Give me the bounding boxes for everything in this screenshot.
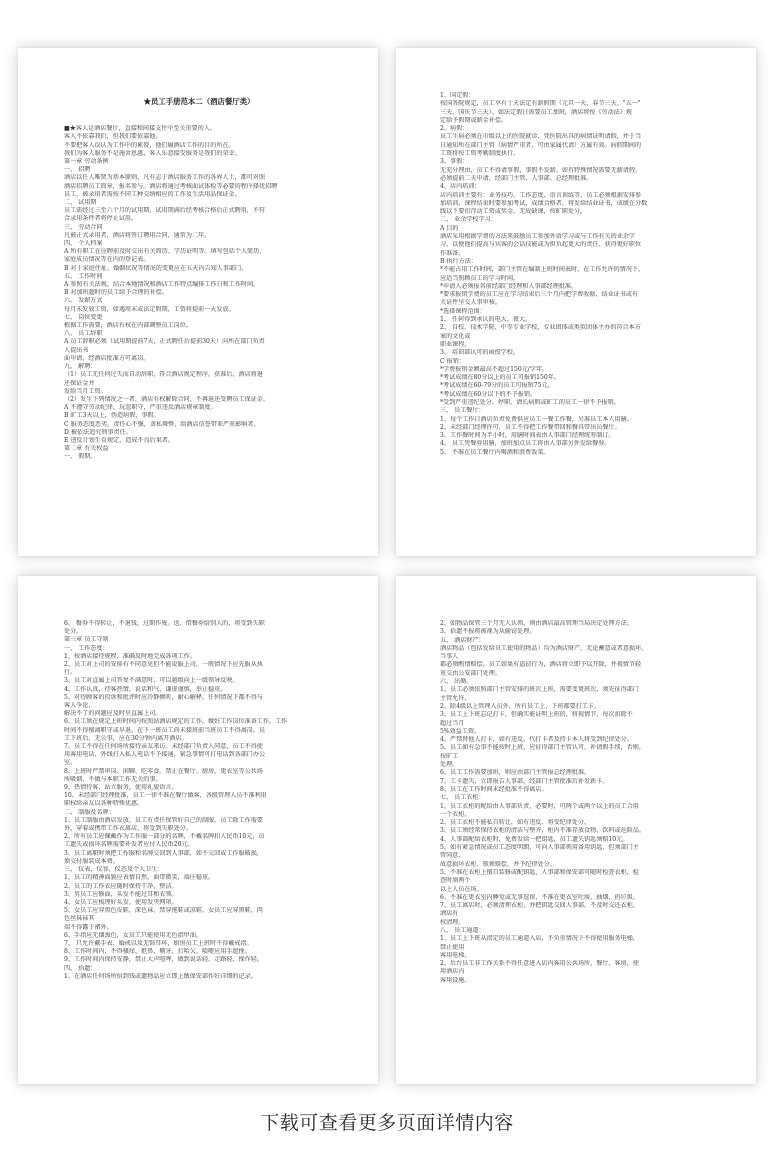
text-line: *受到严重违纪处分、停职、请长病假或旷工的员工一律不予报销。	[440, 398, 620, 406]
text-line: 2、员工对上司的安排有不同意见但不能说服上司，一般情况下应先服从执	[64, 661, 263, 669]
text-line: 查时须两个	[440, 877, 471, 885]
text-line: 4、工作认真，待客热情，说话和气，谦虚谨慎，举止稳重。	[64, 685, 227, 693]
text-line: 6、 餐券不得转让，不退钱，过期作废。送、借餐券给别人的，将受到失职	[64, 620, 265, 627]
text-line: 客用设施。	[440, 976, 471, 984]
text-line: *不能占用工作时间，部门主管在编制上班时间表时，在工作允许的情况下，	[440, 266, 645, 274]
text-line: 3、员工对直属上司答复不满意时，可以越级向上一级领导反映。	[64, 677, 239, 685]
text-line: 职业课程。	[440, 340, 471, 348]
text-line: 8、工作时间内，不得搔痒、抠鼻、剔牙、打哈欠、喷嚏应用手遮挽。	[64, 948, 251, 956]
text-line: 管同意，	[440, 852, 465, 860]
text-line: 每月末发放工资，如遇周末或法定假期，工资将提前一天发放。	[64, 305, 235, 313]
text-line: 室。	[64, 759, 77, 767]
text-line: *申请人必须报名前经部门经理和人事部经理批准。	[440, 282, 578, 290]
text-line: 2、未经部门经理许可，员工不得把工作餐带回和餐具带出员餐厅。	[440, 423, 621, 431]
text-line: 二、 制服及名牌：	[64, 808, 115, 816]
document-page-4	[396, 576, 756, 1084]
text-line: 9、工作时间内保持安静，禁止大声喧哗，做到说话轻、走路轻、操作轻。	[64, 956, 263, 964]
text-line: 1、员工的精神面貌应表情自然，面带微笑，端庄稳重。	[64, 874, 215, 882]
text-line: 2、除4级以上管理人员外，所有员工上、下班都要打工卡。	[440, 702, 601, 710]
text-line: 人提出书	[64, 346, 89, 354]
text-line: 根据工作需要，酒店有权在内部调整员工岗位。	[64, 322, 192, 330]
page-body	[64, 620, 334, 981]
text-line: 第二章 有关权益	[64, 445, 109, 453]
text-line: 1、按酒店接待规程，准确及时地完成各项工作。	[64, 652, 196, 660]
text-line: 工遗失或损坏名牌需要补发者应付人民币20元。	[64, 841, 194, 849]
text-line: 八、 员工辞职	[64, 330, 103, 338]
document-page-1	[18, 48, 378, 556]
text-line: A 参照有关法规，结合本地情况和酒店工作特点编排工作日和工作时间。	[64, 281, 260, 289]
text-line: 2、员工衣柜不能私自转让，如有违反，将受纪律处分。	[440, 819, 591, 827]
text-line: 超过当月	[440, 719, 465, 727]
text-line: 以上人员在场。	[440, 885, 483, 893]
text-line: 4、人事部配给衣柜时，免费发给一把钥匙，员工遗失钥匙须赔10元。	[440, 835, 629, 843]
text-line: 面申请，经酒店批准方可离岗。	[64, 354, 150, 362]
text-line: 端不得露于裙外。	[64, 923, 113, 931]
text-line: 3、工作餐时间为半小时，用膳时间表由人事部门经理统筹制订。	[440, 432, 615, 440]
text-line: 定给予假期或薪金补偿。	[440, 116, 508, 124]
text-line: 1、员工必须依照部门主管安排的班次上班，需要变更班次，须先征得部门	[440, 686, 639, 694]
text-line: 家庭成员情况等在内的登记表。	[64, 256, 150, 264]
document-page-3	[18, 576, 378, 1084]
text-line: 三、 仪表、仪容、仪态及个人卫生：	[64, 866, 164, 874]
text-line: 色丝袜袜其	[64, 915, 95, 923]
text-line: 外，穿着或携带工作衣离店，将受到失职处分。	[64, 825, 192, 833]
text-line: 客人不依靠我们，但我们要依靠他。	[64, 133, 162, 141]
text-line: 四、 拾遗：	[64, 964, 97, 972]
text-line: 酒店招聘员工简章，报名参与。酒店将通过考核面试体检等必要的程序择优招聘	[64, 182, 278, 190]
text-line: B 执行方法：	[440, 257, 477, 265]
text-line: 6、员工工作需要加班，则应由部门主管报总经理批准。	[440, 769, 591, 777]
text-line: 3、拾遗不报将被视为从偷窃处理。	[440, 628, 536, 636]
text-line: 行。	[64, 669, 77, 677]
page-body	[440, 620, 712, 985]
text-line: 2、后台员工非工作关系不得任意进入店内客用公共场所、餐厅、客房，使	[440, 960, 639, 968]
text-line: 职权给亲友以各种特殊优惠。	[64, 800, 144, 808]
text-line: 1、在酒店任何场所拾到钱或遗物品应立即上缴保安部作好详细的记录。	[64, 972, 257, 980]
text-line: 员工生病必须在市级以上的医院就诊，凭医院出具的病情证明请假，并于当	[440, 133, 642, 141]
document-page-2	[396, 48, 756, 556]
text-line: 一、 工作态度：	[64, 644, 109, 652]
text-line: 5、不准在衣柜上擅自装修或配钥匙，人事部和保安部可随时检查衣柜，检	[440, 868, 639, 876]
document-title: ★员工手册范本二（酒店餐厅类）	[143, 97, 255, 106]
text-line: 客人争论，	[64, 702, 95, 710]
text-line: 酒店有	[440, 910, 459, 918]
text-line: 2、病假：	[440, 125, 469, 133]
text-line: 我们为客人服务不是施舍恩惠，客人乐意接受服务是我们的荣幸。	[64, 149, 241, 157]
text-line: 店内培训主要有：业务技巧、工作态度、语言训练等，员工必须根据安排参	[440, 191, 642, 199]
text-line: 酒店物品（包括发给员工使用的物品）均为酒店财产，无论蓄意或者意损坏，	[440, 644, 648, 652]
text-line: 都必须酌情赔偿。员工如果有盗窃行为，酒店将立即予以开除，并视情节轻	[440, 661, 642, 669]
text-line: 一个衣柜。	[440, 810, 471, 818]
text-line: 当事人	[440, 653, 459, 661]
text-line: 六、 出勤。	[440, 678, 473, 686]
text-line: 应适当照顾员工的学习时间。	[440, 274, 520, 282]
text-line: 8、上班时严禁串岗、闲聊、吃零食。禁止在餐厅、厨房、更衣室等公共场	[64, 767, 263, 775]
text-line: 案的文化或	[440, 332, 471, 340]
text-line: 所吸烟，不做与本职工作无关的事。	[64, 775, 162, 783]
text-line: 5、如有紧急情况或员工态度明朗，可向人事部领用备用钥匙，但须部门主	[440, 844, 639, 852]
text-line: 5%效益工资。	[440, 727, 481, 735]
text-line: 2、 自校、技术学院、中等专业学校、专业团体或类似团体主办的符合本方	[440, 324, 641, 332]
text-line: 用酒店内	[440, 968, 465, 976]
text-line: 员工，被录用者需按不同工种交纳相应的工作及生活用品保证金。	[64, 190, 241, 198]
text-line: 7、员工离店时，必须清理衣柜，并把钥匙交回人事部，不及时交还衣柜，	[440, 902, 639, 910]
text-line: 6、手指应无烟熏色，女员工只能使用无色指甲油。	[64, 931, 202, 939]
text-line: 合录用条件者将停止试用。	[64, 215, 138, 223]
text-line: 禁止使用	[440, 943, 465, 951]
text-line: 2、所有员工应佩戴作为工作服一部分的名牌，不戴名牌扣人民币10元，员	[64, 833, 265, 841]
text-line: 日通知所在部门主管（病情严重者，可由家属代请）方属有效。病假期间的	[440, 141, 642, 149]
text-line: 三、 员工餐厅：	[440, 407, 485, 415]
text-line: 解决不了的问题应及时呈直属上司。	[64, 710, 162, 718]
text-line: 5、员工如有急事不能按时上班，应征得部门主管认可，补请假手续，否则，	[440, 744, 645, 752]
text-line: 重交由公安部门处理。	[440, 669, 501, 677]
download-more-link[interactable]: 下载可查看更多页面详情内容	[260, 1112, 514, 1134]
text-line: 线以下要扣浮动工资或奖金，无故缺课，按旷职处分。	[440, 208, 587, 216]
text-line: B 对于家庭住址、婚姻状况等情况的变更应在五天内告知人事部门。	[64, 264, 248, 272]
text-line: 二、 试用期	[64, 199, 97, 207]
text-line: 1、每个工作日酒店负责免费供应员工一餐工作餐，另准员工本人用膳。	[440, 415, 633, 423]
text-line: A 员工辞职必须（试用期提前7天，正式聘任后提前30天）向所在部门负责	[64, 338, 265, 346]
text-line: 习，以便他们提高与宾客的会话技能或为担负起更大的责任、获得更好职位	[440, 241, 642, 249]
text-line: （1）员工无任何过失而自动辞职，符合酒店规定程序，获准后，酒店将退	[64, 371, 263, 379]
text-line: 用客用电话、外线打入私人电话不予接通，紧急事情可打电话到各部门办公	[64, 751, 266, 759]
text-line: 七、 员工衣柜：	[440, 794, 485, 802]
text-line: 酒店采用根据学费的方法来鼓励员工参加外语学习或与工作有关的业余学	[440, 233, 635, 241]
text-line: A 不遵守劳动纪律，玩忽职守，严重违反酒店规章制度。	[64, 404, 217, 412]
text-line: 工下班后，无公事，应在30分钟内离开酒店。	[64, 734, 188, 742]
text-line: 酒店以任人唯贤为基本原则，凡有志于酒店服务工作的各界人士，都可对照	[64, 174, 266, 182]
text-line: B 旷工3天以上，伪造病假，事假。	[64, 412, 160, 420]
text-line: C 报销：	[440, 357, 465, 365]
text-line: 必须提前二天申请，经部门主管、人事部、总经理批准。	[440, 174, 593, 182]
text-line: 7、员工不得在任何场所接待亲友来访。未经部门负责人同意，员工不得使	[64, 743, 263, 751]
text-line: 不要把客人误认为工作中的累赘，他们履酒店工作的目的所在。	[64, 141, 235, 149]
page-body	[64, 117, 334, 462]
text-line: 4、 员工凭餐券用膳，加班加点员工将由人事部另外发给餐券。	[440, 440, 611, 448]
page-body	[440, 92, 712, 457]
text-line: 3、员工上下班忘记打卡，但确实能证明上班的，将视情节，每次扣除不	[440, 711, 633, 719]
text-line: *考试成绩在80分以上的员工可报销150年。	[440, 374, 560, 382]
text-line: 二、 业余学校学习：	[440, 216, 497, 224]
text-line: *考试成绩在60-79分的员工可报销75元。	[440, 382, 554, 390]
text-line: 主管允许。	[440, 694, 471, 702]
text-line: 五、 工作时间	[64, 272, 103, 280]
text-line: 无充分理由，员工不得请事假，事假不发薪。如有特殊情况需要无薪请假，	[440, 166, 642, 174]
text-line: *选择课程范围：	[440, 307, 486, 315]
text-line	[64, 117, 334, 125]
text-line: E 违反计划生育规定，造成不良后果者。	[64, 436, 174, 444]
text-line: 凡被正式录用者，酒店将签订聘用合同，通常为二年。	[64, 231, 211, 239]
text-line: 1、 任何得到承认的电大、夜大。	[440, 316, 532, 324]
text-line: 权清理。	[440, 918, 465, 926]
text-line: 8、员工在工作时间未经批准不得离店。	[440, 785, 548, 793]
text-line: 员工需经过三至六个月的试用期，试用期满后经考核合格后正式聘用，不符	[64, 207, 266, 215]
text-line: 处理。	[440, 761, 459, 769]
text-line: 九、 解聘：	[64, 363, 97, 371]
text-line: 3、员工离职时须把工作服和名牌交回到人事部，如不交回或工作服破损，	[64, 849, 263, 857]
text-line: 2、员工的工作衣应随时保持干净，整洁。	[64, 882, 178, 890]
text-line: 4、女员工应梳理好头发，使用发夹网罩。	[64, 898, 178, 906]
text-line: 5、 不准在员工餐厅内喝酒和浪费饭菜。	[440, 448, 550, 456]
text-line: 须交付服装成本费。	[64, 857, 119, 865]
text-line: 关证件呈交人事审核。	[440, 299, 501, 307]
text-line: 3、员工须经常保持衣柜的清洁与整齐，柜内不准存放食物、饮料或危险品。	[440, 827, 645, 835]
text-line: 2、如物品保管三个月无人认领，则由酒店最高管理当局决定处理方法。	[440, 620, 633, 627]
text-line: 一、 招聘	[64, 166, 91, 174]
text-line: *学费报销金额最高不超过150元/学年。	[440, 365, 549, 373]
text-line: 故意损坏衣柜、锁须赔偿，并予纪律处分。	[440, 860, 556, 868]
text-line: 发给当月工资。	[64, 387, 107, 395]
text-line: 9、热情待客，站立服务，使用礼貌语言。	[64, 784, 178, 792]
text-line: *要求报销学费的员工应在学习结束后三个月内把学费收据、结业证书或有	[440, 291, 639, 299]
text-line: 时间不得擅离职守或早退。在下一班员工尚未接班前当班员工不得离岗。员	[64, 726, 266, 734]
text-line: ■★客人是酒店餐厅，直接和间接支往中至关重要的人。	[64, 125, 217, 133]
text-line: 6、员工须在规定上班时间内按照站酒店规定的工作，做好工作岗位准备工作。工作	[64, 718, 288, 726]
text-line: 第三章 员工守则	[64, 636, 109, 644]
text-line: 1、员工衣柜的配给由人事部负责，必要时，可两个或两个以上的员工合用	[440, 802, 639, 810]
text-line: 7、 只允许戴手表、婚戒以及无饰耳环，厨房员工上班时不得戴戒指。	[64, 939, 253, 947]
text-line: 1、员工上下班从指定的员工通道入店，不负重情况下不得使用服务电梯，	[440, 935, 639, 943]
text-line: A 目的	[440, 224, 459, 232]
text-line: 5、女员工应穿黑色皮鞋，深色袜，禁穿拖鞋或凉鞋。女员工应穿黑鞋，肉	[64, 907, 263, 915]
text-line: 按旷工	[440, 752, 459, 760]
text-line: 三、 劳动合同	[64, 223, 103, 231]
text-line: 3、男员工应修面，头发不能过耳和衣领。	[64, 890, 178, 898]
text-line: 4、严禁替他人打卡，如有违反，代打卡者及持卡本人将受到纪律处分。	[440, 736, 633, 744]
text-line: 八、 员工通道：	[440, 926, 485, 934]
text-line: A 所有职工在应聘前及时交出有关简历、学历证明等。填写包括个人简历、	[64, 248, 266, 256]
text-line: 7、工卡遗失，立即报告人事部，经部门主管批准后补发新卡。	[440, 777, 609, 785]
text-line: 第一章 劳动条例	[64, 158, 109, 166]
text-line: 3、 培训部认可的函授学校。	[440, 349, 519, 357]
text-line: 还保证金并	[64, 379, 95, 387]
text-line: （2）发生下列情况之一者，酒店有权解除合同，不再退还受聘员工保证金。	[64, 395, 269, 403]
text-line: 3、事假：	[440, 158, 469, 166]
text-line: 10、未经部门经理批准，员工一律不准在餐厅做客，各级管理人员不准利用	[64, 792, 267, 800]
text-line: 6、不准在更衣室内睡觉或无事逗留，不准在更衣室吐痰、抽烟、扔垃圾。	[440, 893, 639, 901]
text-line: *考试成绩在60分以下的不予报销。	[440, 390, 537, 398]
text-line: 三天、国庆节三天）。如法定假日需要员工加班，酒店将按《劳动法》规	[440, 108, 632, 116]
text-line: B 对加班超时的员工给予合理的补偿。	[64, 289, 168, 297]
text-line: 六、 发薪方式	[64, 297, 103, 305]
text-line: 作准备。	[440, 249, 465, 257]
text-line: 按国务院规定，员工享有十天法定有薪假期（元旦一天、春节三天、"五一"	[440, 100, 641, 108]
text-line: 一、 假期。	[64, 453, 97, 461]
text-line: D 被依法追究刑事责任。	[64, 428, 132, 436]
text-line: 四、 个人档案	[64, 240, 103, 248]
text-line: 5、对待顾客的投诉和批评时应冷静倾听，耐心解释，任何情况下都不得与	[64, 693, 263, 701]
text-line: C 服务态度恶劣，责任心不强，贪私舞弊，给酒店信誉带来严重影响者。	[64, 420, 260, 428]
text-line: 1、国定假：	[440, 92, 475, 99]
text-line: 4、店内培训：	[440, 183, 481, 191]
text-line: 七、 岗位变更	[64, 313, 103, 321]
text-line: 加培训，课程结束时要参加考试，成绩合格者，将发给结业证书，成绩在分数	[440, 199, 648, 207]
text-line: 五、 酒店财产：	[440, 636, 485, 644]
text-line: 处分。	[64, 628, 83, 636]
text-line: 1、员工制服由酒店发放，员工有责任保管好自己的制服，员工除工作需要	[64, 816, 263, 824]
text-line: 客用电梯。	[440, 951, 471, 959]
text-line: 工资将按工资考勤制度执行。	[440, 150, 520, 158]
